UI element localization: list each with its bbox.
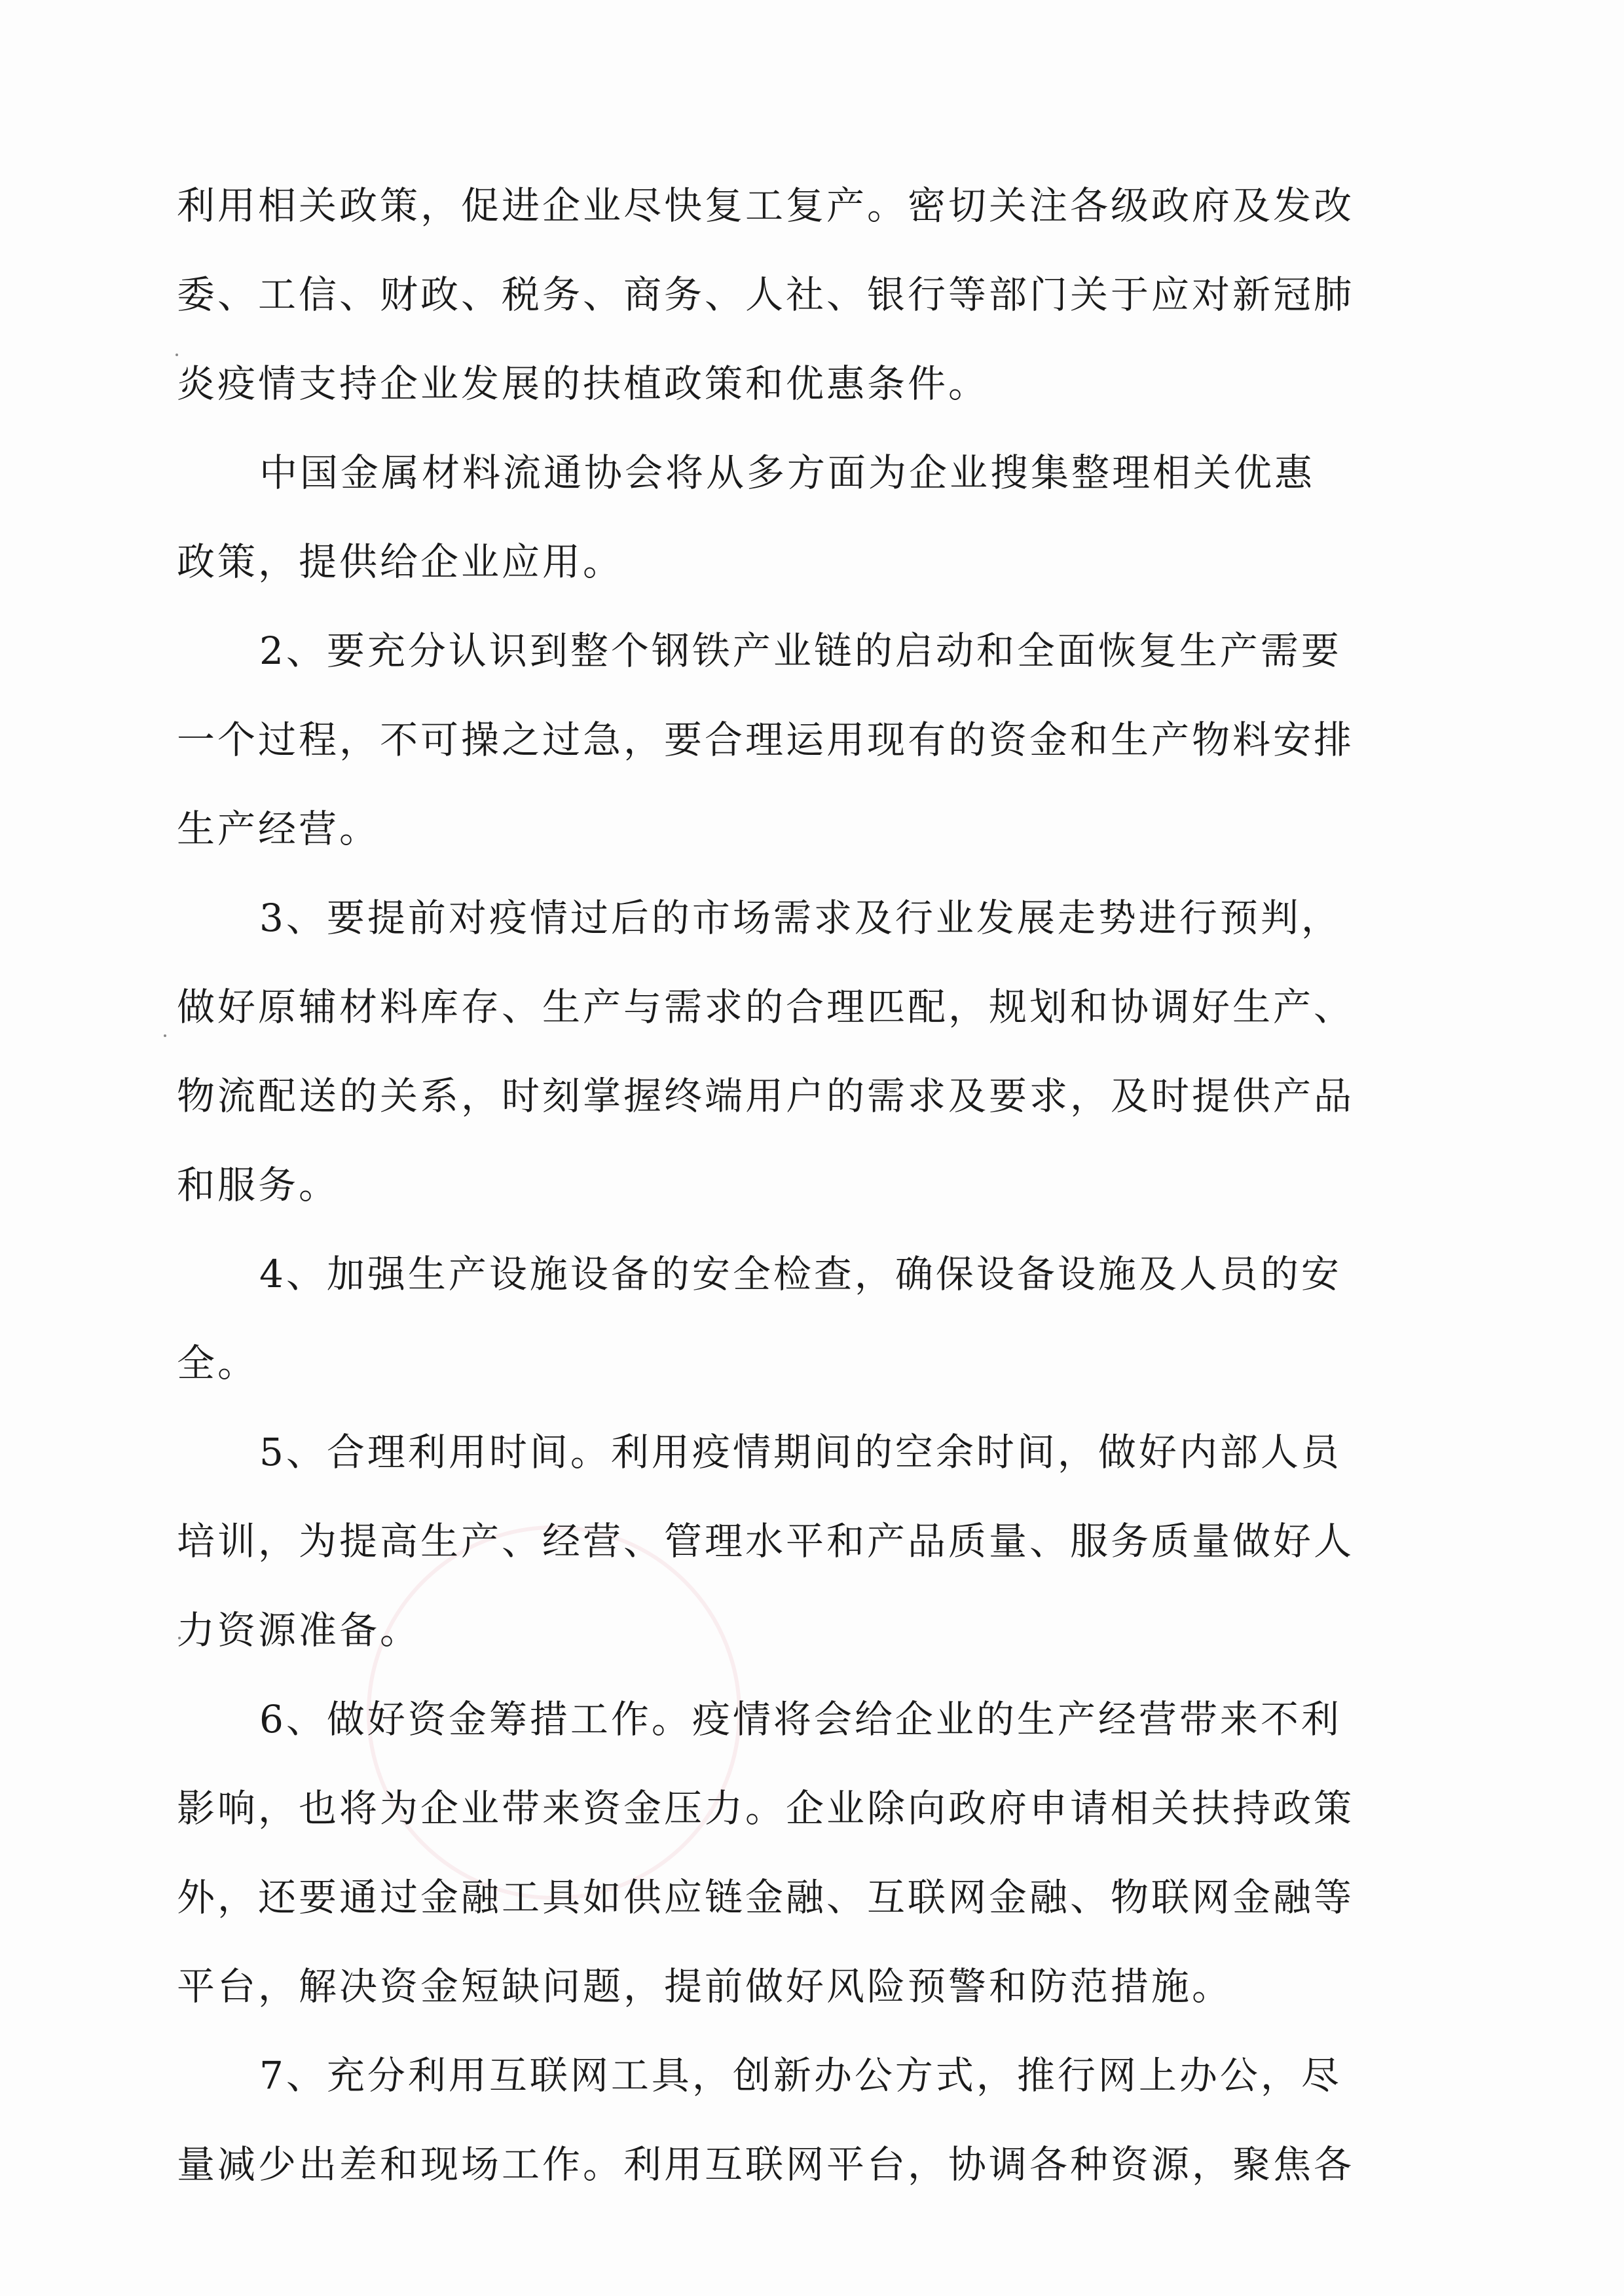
text-line: 全。 [177, 1341, 259, 1385]
text-line: 做好原辅材料库存、生产与需求的合理匹配，规划和协调好生产、 [177, 985, 1355, 1029]
text-line: 物流配送的关系，时刻掌握终端用户的需求及要求，及时提供产品 [177, 1074, 1355, 1118]
item-3-start-line: 3、要提前对疫情过后的市场需求及行业发展走势进行预判， [259, 896, 1342, 940]
text-line: 委、工信、财政、税务、商务、人社、银行等部门关于应对新冠肺 [177, 272, 1355, 317]
text-line: 外，还要通过金融工具如供应链金融、互联网金融、物联网金融等 [177, 1875, 1355, 1920]
text-line: 一个过程，不可操之过急，要合理运用现有的资金和生产物料安排 [177, 718, 1355, 762]
item-4-start-line: 4、加强生产设施设备的安全检查，确保设备设施及人员的安 [259, 1252, 1342, 1296]
text-line: 培训，为提高生产、经营、管理水平和产品质量、服务质量做好人 [177, 1519, 1355, 1563]
text-line: 政策，提供给企业应用。 [177, 539, 624, 584]
text-line: 量减少出差和现场工作。利用互联网平台，协调各种资源，聚焦各 [177, 2142, 1355, 2187]
text-line: 生产经营。 [177, 807, 380, 851]
text-line: 影响，也将为企业带来资金压力。企业除向政府申请相关扶持政策 [177, 1786, 1355, 1831]
paragraph-start-line: 中国金属材料流通协会将从多方面为企业搜集整理相关优惠 [259, 450, 1316, 495]
body-text [177, 172, 1441, 2219]
text-line: 利用相关政策，促进企业尽快复工复产。密切关注各级政府及发改 [177, 183, 1355, 228]
text-line: 平台，解决资金短缺问题，提前做好风险预警和防范措施。 [177, 1964, 1233, 2009]
item-2-start-line: 2、要充分认识到整个钢铁产业链的启动和全面恢复生产需要 [259, 629, 1342, 673]
text-line: 炎疫情支持企业发展的扶植政策和优惠条件。 [177, 361, 989, 406]
item-6-start-line: 6、做好资金筹措工作。疫情将会给企业的生产经营带来不利 [259, 1697, 1342, 1741]
item-5-start-line: 5、合理利用时间。利用疫情期间的空余时间，做好内部人员 [259, 1430, 1342, 1474]
text-line: 力资源准备。 [177, 1608, 421, 1652]
text-line: 和服务。 [177, 1163, 340, 1207]
scan-speck [164, 1034, 166, 1037]
item-7-start-line: 7、充分利用互联网工具，创新办公方式，推行网上办公，尽 [259, 2053, 1342, 2098]
